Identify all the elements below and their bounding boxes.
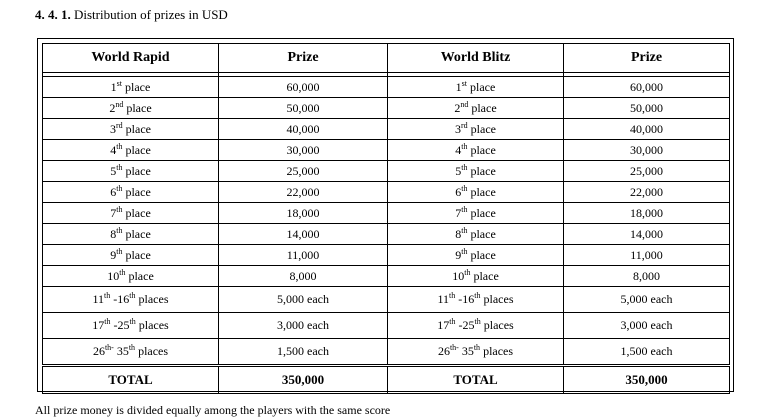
rapid-prize-cell: 30,000: [219, 140, 388, 161]
range-start: 11: [92, 292, 105, 306]
blitz-prize-cell: 25,000: [564, 161, 730, 182]
place-suffix: th: [116, 205, 123, 214]
blitz-range-cell: [388, 339, 564, 366]
range-word: places: [480, 292, 514, 306]
place-word: place: [122, 227, 151, 241]
range-separator: -: [110, 318, 118, 332]
table-body: [43, 73, 730, 394]
blitz-place-cell: [388, 119, 564, 140]
place-suffix: th: [461, 226, 468, 235]
place-word: place: [122, 206, 151, 220]
place-suffix: th: [116, 247, 123, 256]
place-suffix: th: [461, 142, 468, 151]
place-suffix: th: [116, 226, 123, 235]
place-suffix: th: [464, 268, 471, 277]
rapid-prize-cell: 25,000: [219, 161, 388, 182]
range-start-suffix: th: [104, 291, 111, 300]
place-number: 3: [455, 122, 461, 136]
place-word: place: [467, 143, 496, 157]
table-row: [43, 119, 730, 140]
rapid-prize-cell: 18,000: [219, 203, 388, 224]
place-number: 3: [110, 122, 116, 136]
range-end-suffix: th: [129, 291, 136, 300]
place-number: 5: [110, 164, 117, 178]
place-suffix: th: [461, 247, 468, 256]
rapid-range-cell: [43, 339, 219, 366]
place-number: 5: [455, 164, 462, 178]
place-suffix: th: [116, 142, 123, 151]
range-end-suffix: th: [128, 343, 136, 352]
range-start: 17: [437, 318, 450, 332]
range-end: 25: [462, 318, 475, 332]
blitz-place-cell: [388, 98, 564, 119]
range-start-suffix: th-: [449, 343, 459, 352]
table-row: [43, 203, 730, 224]
place-word: place: [468, 101, 497, 115]
rapid-place-cell: [43, 203, 219, 224]
rapid-place-cell: [43, 224, 219, 245]
footnote: All prize money is divided equally among the players with the same score: [35, 403, 391, 417]
blitz-prize-cell: 5,000 each: [564, 287, 730, 313]
place-word: place: [467, 164, 496, 178]
section-title: Distribution of prizes in USD: [74, 7, 228, 22]
table-row: [43, 266, 730, 287]
range-start-suffix: th: [104, 317, 111, 326]
range-word: places: [480, 318, 514, 332]
blitz-prize-cell: 50,000: [564, 98, 730, 119]
place-suffix: st: [116, 79, 123, 88]
place-word: place: [467, 185, 496, 199]
blitz-place-cell: [388, 224, 564, 245]
place-suffix: th: [116, 184, 123, 193]
header-world-rapid: World Rapid: [43, 44, 219, 73]
place-number: 10: [452, 269, 465, 283]
table-range-row: [43, 339, 730, 366]
rapid-place-cell: [43, 266, 219, 287]
range-start-suffix: th: [449, 317, 456, 326]
rapid-prize-cell: 5,000 each: [219, 287, 388, 313]
section-heading: [35, 7, 228, 23]
place-word: place: [467, 122, 496, 136]
rapid-range-cell: [43, 313, 219, 339]
range-end: 16: [462, 292, 475, 306]
place-suffix: th: [461, 205, 468, 214]
table-row: [43, 182, 730, 203]
place-word: place: [467, 80, 496, 94]
blitz-prize-cell: 3,000 each: [564, 313, 730, 339]
rapid-place-cell: [43, 161, 219, 182]
table-header-row: [43, 44, 730, 73]
blitz-prize-cell: 40,000: [564, 119, 730, 140]
place-suffix: th: [116, 163, 123, 172]
place-number: 9: [455, 248, 462, 262]
rapid-place-cell: [43, 77, 219, 98]
place-word: place: [122, 143, 151, 157]
blitz-place-cell: [388, 245, 564, 266]
range-end: 25: [117, 318, 130, 332]
table-row: [43, 224, 730, 245]
blitz-place-cell: [388, 161, 564, 182]
blitz-total-label: TOTAL: [388, 366, 564, 394]
place-word: place: [467, 206, 496, 220]
blitz-prize-cell: 18,000: [564, 203, 730, 224]
header-world-blitz: World Blitz: [388, 44, 564, 73]
place-word: place: [122, 80, 151, 94]
range-start-suffix: th-: [104, 343, 114, 352]
range-end-suffix: th: [474, 317, 481, 326]
rapid-prize-cell: 1,500 each: [219, 339, 388, 366]
blitz-place-cell: [388, 182, 564, 203]
range-end-suffix: th: [474, 291, 481, 300]
place-word: place: [467, 248, 496, 262]
table-range-row: [43, 287, 730, 313]
range-start: 17: [92, 318, 105, 332]
blitz-prize-cell: 11,000: [564, 245, 730, 266]
range-end: 35: [461, 344, 474, 358]
blitz-prize-cell: 30,000: [564, 140, 730, 161]
rapid-prize-cell: 8,000: [219, 266, 388, 287]
range-start: 11: [437, 292, 450, 306]
range-separator: -: [455, 292, 463, 306]
range-start: 26: [437, 344, 450, 358]
range-separator: -: [455, 318, 463, 332]
place-suffix: rd: [116, 121, 123, 130]
place-word: place: [122, 185, 151, 199]
place-number: 6: [110, 185, 117, 199]
rapid-prize-cell: 50,000: [219, 98, 388, 119]
range-start: 26: [92, 344, 105, 358]
range-start-suffix: th: [449, 291, 456, 300]
place-number: 6: [455, 185, 462, 199]
place-suffix: nd: [460, 100, 469, 109]
blitz-range-cell: [388, 287, 564, 313]
blitz-prize-cell: 60,000: [564, 77, 730, 98]
blitz-place-cell: [388, 140, 564, 161]
table-row: [43, 245, 730, 266]
rapid-total-value: 350,000: [219, 366, 388, 394]
rapid-prize-cell: 40,000: [219, 119, 388, 140]
prize-table-frame: [37, 38, 734, 392]
place-number: 9: [110, 248, 117, 262]
rapid-prize-cell: 3,000 each: [219, 313, 388, 339]
place-word: place: [122, 122, 151, 136]
place-suffix: nd: [115, 100, 124, 109]
place-number: 1: [455, 80, 462, 94]
header-prize-blitz: Prize: [564, 44, 730, 73]
range-end-suffix: th: [129, 317, 136, 326]
blitz-place-cell: [388, 77, 564, 98]
range-separator: -: [110, 292, 118, 306]
place-suffix: st: [461, 79, 468, 88]
blitz-range-cell: [388, 313, 564, 339]
rapid-place-cell: [43, 182, 219, 203]
rapid-place-cell: [43, 119, 219, 140]
blitz-prize-cell: 22,000: [564, 182, 730, 203]
place-word: place: [122, 248, 151, 262]
blitz-place-cell: [388, 203, 564, 224]
total-row: [43, 366, 730, 394]
table-range-row: [43, 313, 730, 339]
rapid-prize-cell: 60,000: [219, 77, 388, 98]
place-word: place: [122, 164, 151, 178]
prize-table: [42, 43, 730, 394]
place-suffix: th: [461, 184, 468, 193]
place-word: place: [467, 227, 496, 241]
place-number: 8: [110, 227, 117, 241]
place-number: 2: [454, 101, 461, 115]
section-number: 4. 4. 1.: [35, 7, 71, 22]
rapid-range-cell: [43, 287, 219, 313]
range-end-suffix: th: [473, 343, 481, 352]
range-word: places: [135, 344, 169, 358]
place-number: 7: [110, 206, 117, 220]
place-number: 10: [107, 269, 120, 283]
place-word: place: [123, 101, 152, 115]
range-word: places: [135, 318, 169, 332]
range-end: 35: [116, 344, 129, 358]
place-number: 7: [455, 206, 462, 220]
blitz-prize-cell: 1,500 each: [564, 339, 730, 366]
place-number: 4: [455, 143, 462, 157]
blitz-prize-cell: 14,000: [564, 224, 730, 245]
place-number: 2: [109, 101, 116, 115]
rapid-prize-cell: 22,000: [219, 182, 388, 203]
table-row: [43, 161, 730, 182]
place-number: 8: [455, 227, 462, 241]
blitz-total-value: 350,000: [564, 366, 730, 394]
rapid-place-cell: [43, 98, 219, 119]
header-prize-rapid: Prize: [219, 44, 388, 73]
place-number: 1: [110, 80, 117, 94]
range-word: places: [135, 292, 169, 306]
place-number: 4: [110, 143, 117, 157]
place-word: place: [125, 269, 154, 283]
blitz-prize-cell: 8,000: [564, 266, 730, 287]
table-row: [43, 140, 730, 161]
rapid-prize-cell: 14,000: [219, 224, 388, 245]
rapid-place-cell: [43, 140, 219, 161]
range-word: places: [480, 344, 514, 358]
rapid-total-label: TOTAL: [43, 366, 219, 394]
table-row: [43, 77, 730, 98]
blitz-place-cell: [388, 266, 564, 287]
rapid-prize-cell: 11,000: [219, 245, 388, 266]
rapid-place-cell: [43, 245, 219, 266]
place-suffix: th: [119, 268, 126, 277]
place-suffix: rd: [461, 121, 468, 130]
place-word: place: [470, 269, 499, 283]
place-suffix: th: [461, 163, 468, 172]
table-row: [43, 98, 730, 119]
range-end: 16: [117, 292, 130, 306]
